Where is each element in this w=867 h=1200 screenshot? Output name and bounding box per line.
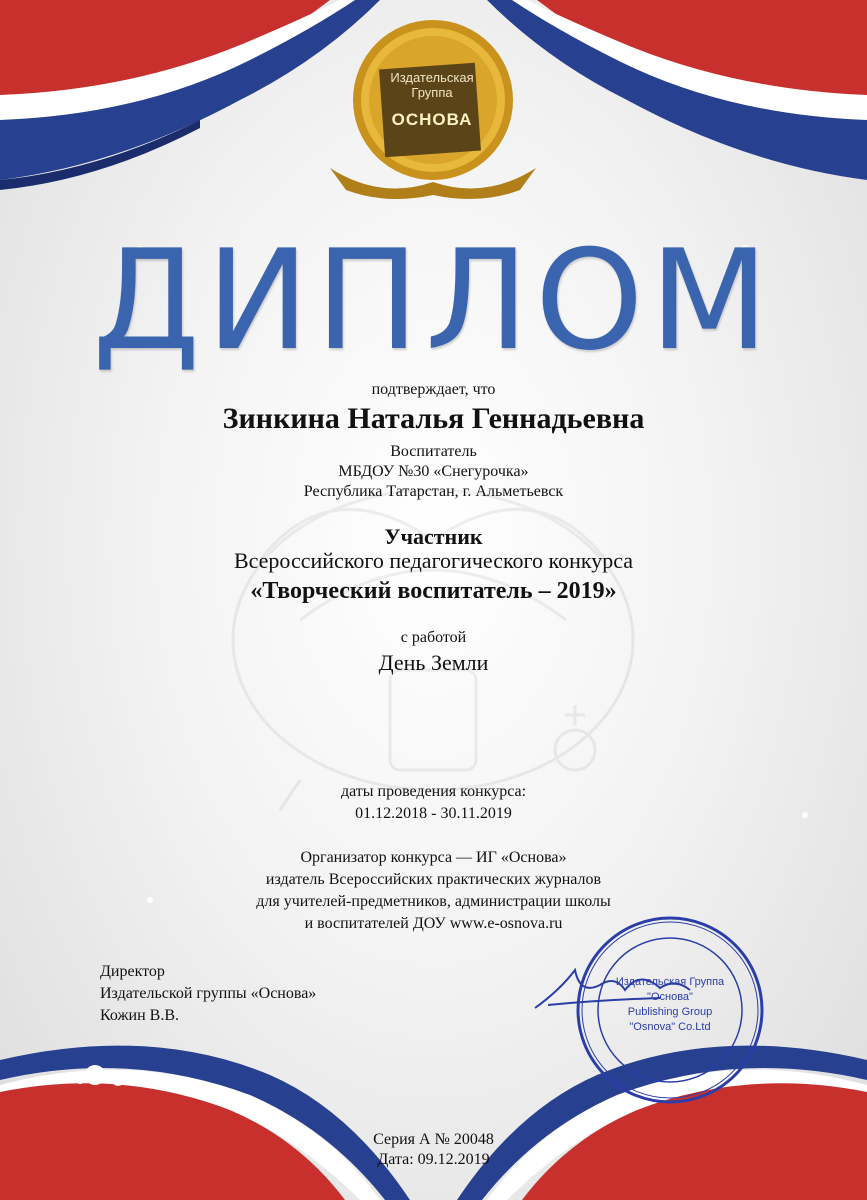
signatory-name: Кожин В.В. [100, 1007, 179, 1024]
work-title: День Земли [378, 650, 489, 675]
dates-value: 01.12.2018 - 30.11.2019 [355, 805, 512, 822]
stamp-text [600, 975, 740, 1035]
signatory-title: Директор [100, 963, 165, 980]
logo-line2: Группа [411, 85, 453, 100]
organizer-line1: Организатор конкурса — ИГ «Основа» [300, 849, 567, 866]
top-left-ribbon [0, 0, 380, 190]
stamp-line2: "Основа" [647, 991, 693, 1003]
dates-label: даты проведения конкурса: [340, 783, 527, 800]
organizer-line4: и воспитателей ДОУ www.e-osnova.ru [304, 915, 563, 932]
organizer-line3: для учителей-предметников, администрации школы [256, 893, 611, 910]
recipient-name: Зинкина Наталья Геннадьевна [222, 402, 645, 435]
issue-date: Дата: 09.12.2019 [377, 1151, 490, 1168]
logo-text [384, 70, 480, 127]
top-right-ribbon [487, 0, 867, 180]
award-status: Участник [384, 524, 483, 549]
logo-brand: ОСНОВА [391, 110, 473, 129]
logo-line1: Издательская [390, 70, 474, 85]
diploma-title: ДИПЛОМ [92, 220, 775, 381]
bottom-left-ribbon [0, 1046, 410, 1200]
work-label: с работой [400, 629, 467, 646]
recipient-organization: МБДОУ №30 «Снегурочка» [338, 463, 529, 480]
confirms-text: подтверждает, что [371, 381, 496, 398]
organizer-line2: издатель Всероссийских практических журналов [265, 871, 602, 888]
series-number: Серия А № 20048 [373, 1131, 494, 1148]
stamp-line4: "Osnova" Co.Ltd [629, 1021, 711, 1033]
bottom-right-ribbon [457, 1046, 867, 1200]
stamp-line1: Издательская Группа [615, 976, 725, 988]
contest-type: Всероссийского педагогического конкурса [233, 548, 634, 573]
signatory-org: Издательской группы «Основа» [100, 985, 317, 1002]
recipient-location: Республика Татарстан, г. Альметьевск [303, 483, 564, 500]
contest-name: «Творческий воспитатель – 2019» [250, 578, 617, 604]
recipient-position: Воспитатель [390, 443, 477, 460]
stamp-line3: Publishing Group [627, 1006, 713, 1018]
